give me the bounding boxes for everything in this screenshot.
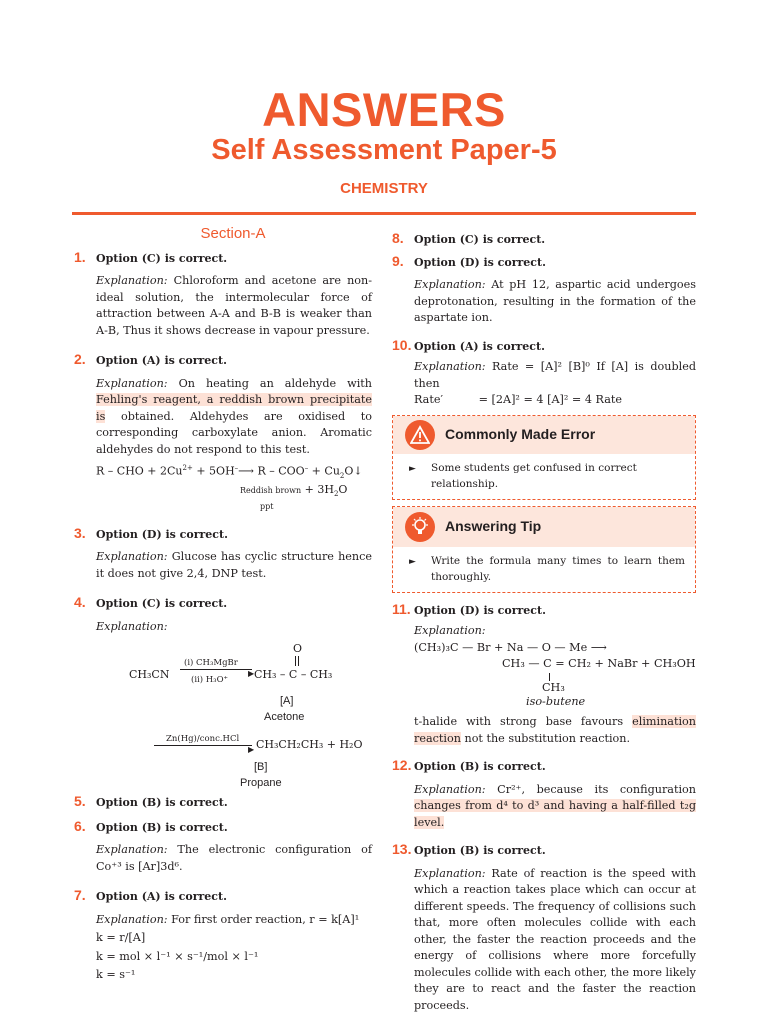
answer-text: Option (B) is correct. — [414, 760, 546, 773]
explanation — [96, 619, 372, 636]
equation-line: k = s⁻¹ — [96, 968, 136, 982]
box-title: Answering Tip — [445, 518, 542, 535]
reaction-product: CH₃ — C = CH₂ + NaBr + CH₃OH — [502, 657, 696, 670]
bullet-icon: ► — [409, 463, 416, 474]
explanation-label: Explanation: — [96, 376, 168, 390]
explanation-text: For first order reaction, r = k[A]¹ — [171, 912, 360, 926]
question-number: 3. — [74, 524, 86, 541]
rate-label: Rate′ — [414, 393, 444, 406]
answer-text: Option (B) is correct. — [96, 820, 228, 834]
equation-line: k = r/[A] — [96, 931, 146, 945]
equation-line-2 — [240, 484, 372, 512]
question-10 — [392, 336, 696, 409]
bulb-icon — [405, 512, 435, 542]
explanation-label: Explanation: — [96, 619, 168, 633]
eq-sup: – — [234, 464, 239, 472]
section-title: Section-A — [200, 225, 266, 242]
answer-text: Option (C) is correct. — [414, 233, 546, 246]
product: CH₃ – C – CH₃ — [254, 668, 333, 682]
explanation-label: Explanation: — [96, 912, 168, 926]
answer-text: Option (C) is correct. — [96, 597, 228, 611]
answering-tip-box — [392, 506, 696, 593]
answer-text: Option (D) is correct. — [414, 255, 546, 269]
explanation-text: On heating an aldehyde with — [178, 376, 372, 390]
explanation-label: Explanation: — [414, 782, 486, 796]
explanation — [96, 273, 372, 339]
question-number: 5. — [74, 793, 86, 810]
question-number: 12. — [392, 757, 412, 773]
product-name: iso-butene — [526, 694, 586, 708]
eq-part: O↓ — [344, 464, 363, 478]
question-number: 4. — [74, 594, 86, 611]
box-title: Commonly Made Error — [445, 426, 596, 443]
answer-text: Option (A) is correct. — [96, 354, 227, 367]
equation-text: = [2A]² = 4 [A]² = 4 Rate — [478, 393, 623, 406]
question-3 — [74, 524, 372, 583]
product-name: Acetone — [264, 711, 305, 724]
methyl-group: CH₃ — [542, 680, 565, 694]
product-name: Propane — [240, 777, 282, 790]
double-bond-icon — [295, 656, 299, 666]
explanation-label: Explanation: — [414, 360, 486, 373]
box-body — [393, 454, 695, 499]
answer-text: Option (B) is correct. — [96, 796, 228, 810]
arrow-icon — [154, 745, 252, 746]
box-header — [393, 416, 695, 454]
explanation-text: At pH 12, aspartic acid undergoes deprotonation, resulting in the formation of the aspartate ion. — [414, 278, 696, 324]
question-number: 8. — [392, 230, 404, 246]
branch-bond-icon — [549, 673, 550, 681]
question-5 — [74, 795, 372, 812]
arrow-head-icon: ▶ — [248, 745, 255, 755]
explanation-text: Rate = [A]² [B]⁰ If [A] is doubled then — [414, 360, 696, 390]
explanation — [414, 714, 696, 747]
right-column — [392, 232, 696, 1014]
oxygen-atom: O — [293, 642, 303, 656]
explanation-text: not the substitution reaction. — [464, 731, 631, 745]
question-number: 13. — [392, 841, 412, 857]
left-column — [74, 226, 372, 984]
page-subtitle: Self Assessment Paper-5 — [211, 134, 557, 166]
explanation-label: Explanation: — [414, 866, 486, 880]
eq-sup: 2+ — [182, 464, 193, 472]
subject-label: CHEMISTRY — [340, 180, 428, 197]
question-4 — [74, 594, 372, 790]
question-number: 7. — [74, 887, 86, 904]
equation-line — [96, 460, 372, 484]
explanation-text: obtained. Aldehydes are oxidised to corresponding carboxylate anion. Aromatic aldehydes do not respond to this test. — [96, 409, 373, 456]
explanation — [414, 623, 696, 640]
question-13 — [392, 843, 696, 1014]
highlighted-text: elimination reaction — [414, 715, 696, 745]
question-number: 9. — [392, 252, 404, 269]
page-title: ANSWERS — [262, 83, 506, 136]
equation-line — [414, 392, 696, 409]
highlighted-text: Fehling's reagent, a reddish brown precipitate is — [96, 393, 372, 423]
eq-part: O — [338, 483, 348, 497]
explanation-label: Explanation: — [96, 843, 168, 857]
commonly-made-error-box — [392, 415, 696, 500]
arrow-head-icon: ▶ — [248, 669, 255, 679]
explanation-text: Cr²⁺, because its configuration — [497, 782, 696, 796]
question-number: 1. — [74, 248, 86, 265]
explanation — [414, 782, 696, 832]
product: CH₃CH₂CH₃ + H₂O — [256, 738, 363, 752]
explanation-text: t-halide with strong base favours — [414, 715, 624, 728]
answer-text: Option (A) is correct. — [414, 339, 545, 353]
eq-part: + 5OH — [192, 464, 235, 478]
question-number: 10. — [392, 336, 412, 353]
eq-sup: – — [304, 464, 309, 472]
box-text: Some students get confused in correct relationship. — [431, 461, 637, 490]
eq-sub: 2 — [339, 471, 345, 480]
question-2 — [74, 353, 372, 513]
equation-line: k = mol × l⁻¹ × s⁻¹/mol × l⁻¹ — [96, 949, 259, 963]
answer-text: Option (D) is correct. — [414, 603, 546, 617]
explanation-label: Explanation: — [414, 624, 486, 637]
box-header — [393, 507, 695, 547]
explanation-label: Explanation: — [96, 274, 168, 287]
explanation-text: The electronic configuration of Co⁺³ is [Ar]3d⁶. — [96, 843, 372, 873]
explanation — [96, 549, 372, 582]
eq-part: R – CHO + 2Cu — [96, 464, 183, 478]
box-body — [393, 547, 695, 592]
explanation — [96, 912, 372, 929]
reactant: CH₃CN — [129, 668, 170, 682]
explanation-label: Explanation: — [414, 278, 486, 291]
answer-text: Option (B) is correct. — [414, 844, 546, 857]
product-label: [B] — [254, 761, 268, 774]
explanation — [96, 376, 372, 459]
precipitate-label: Reddish brown — [240, 486, 302, 496]
arrow-icon — [180, 669, 252, 670]
question-6 — [74, 817, 372, 876]
explanation-text: Rate of reaction is the speed with which a reaction takes place which can occur at different speeds. The frequency of collisions such that, more often molecules collide with each other, the faster the reaction proceeds and the energy of collisions where more forcefully molecules collide with each other, the more likely they are to react and the faster the reaction proceeds. — [414, 866, 697, 1012]
explanation-label: Explanation: — [96, 550, 168, 564]
eq-sub: 2 — [333, 490, 339, 499]
question-7 — [74, 889, 372, 984]
highlighted-text: changes from d⁴ to d³ and having a half-filled t₂g level. — [414, 799, 696, 829]
explanation — [414, 277, 696, 327]
explanation — [414, 866, 696, 1015]
ppt-label: ppt — [260, 501, 274, 511]
explanation — [96, 842, 372, 875]
warning-icon — [405, 420, 435, 450]
question-number: 11. — [392, 600, 411, 617]
arrow-icon: ⟶ — [238, 464, 254, 478]
answer-text: Option (D) is correct. — [96, 527, 228, 541]
product-label: [A] — [280, 695, 294, 708]
question-9 — [392, 252, 696, 327]
header-rule — [72, 212, 696, 215]
question-8 — [392, 232, 696, 249]
reaction-scheme — [74, 635, 372, 790]
question-number: 2. — [74, 351, 86, 367]
box-text: Write the formula many times to learn them thoroughly. — [431, 554, 685, 583]
question-12 — [392, 759, 696, 831]
explanation — [414, 359, 696, 392]
eq-part: + Cu — [308, 464, 340, 478]
reagent-label: (i) CH₃MgBr — [184, 658, 238, 669]
bullet-icon: ► — [409, 556, 416, 567]
question-1 — [74, 248, 372, 340]
explanation-text: Glucose has cyclic structure hence it does not give 2,4, DNP test. — [96, 550, 372, 580]
answer-text: Option (A) is correct. — [96, 890, 227, 904]
reaction-equation: (CH₃)₃C — Br + Na — O — Me ⟶ — [414, 640, 607, 654]
answer-text: Option (C) is correct. — [96, 251, 228, 265]
reagent-label: (ii) H₃O⁺ — [191, 675, 229, 686]
question-number: 6. — [74, 817, 86, 834]
explanation-text: Chloroform and acetone are non-ideal solution, the intermolecular force of attraction between A-A and B-B is weaker than A-B, Thus it shows decrease in vapour pressure. — [96, 274, 372, 337]
eq-part: R – COO — [253, 464, 305, 478]
eq-part: + 3H — [304, 483, 334, 497]
reagent-label: Zn(Hg)/conc.HCl — [166, 734, 240, 745]
question-11 — [392, 600, 696, 748]
